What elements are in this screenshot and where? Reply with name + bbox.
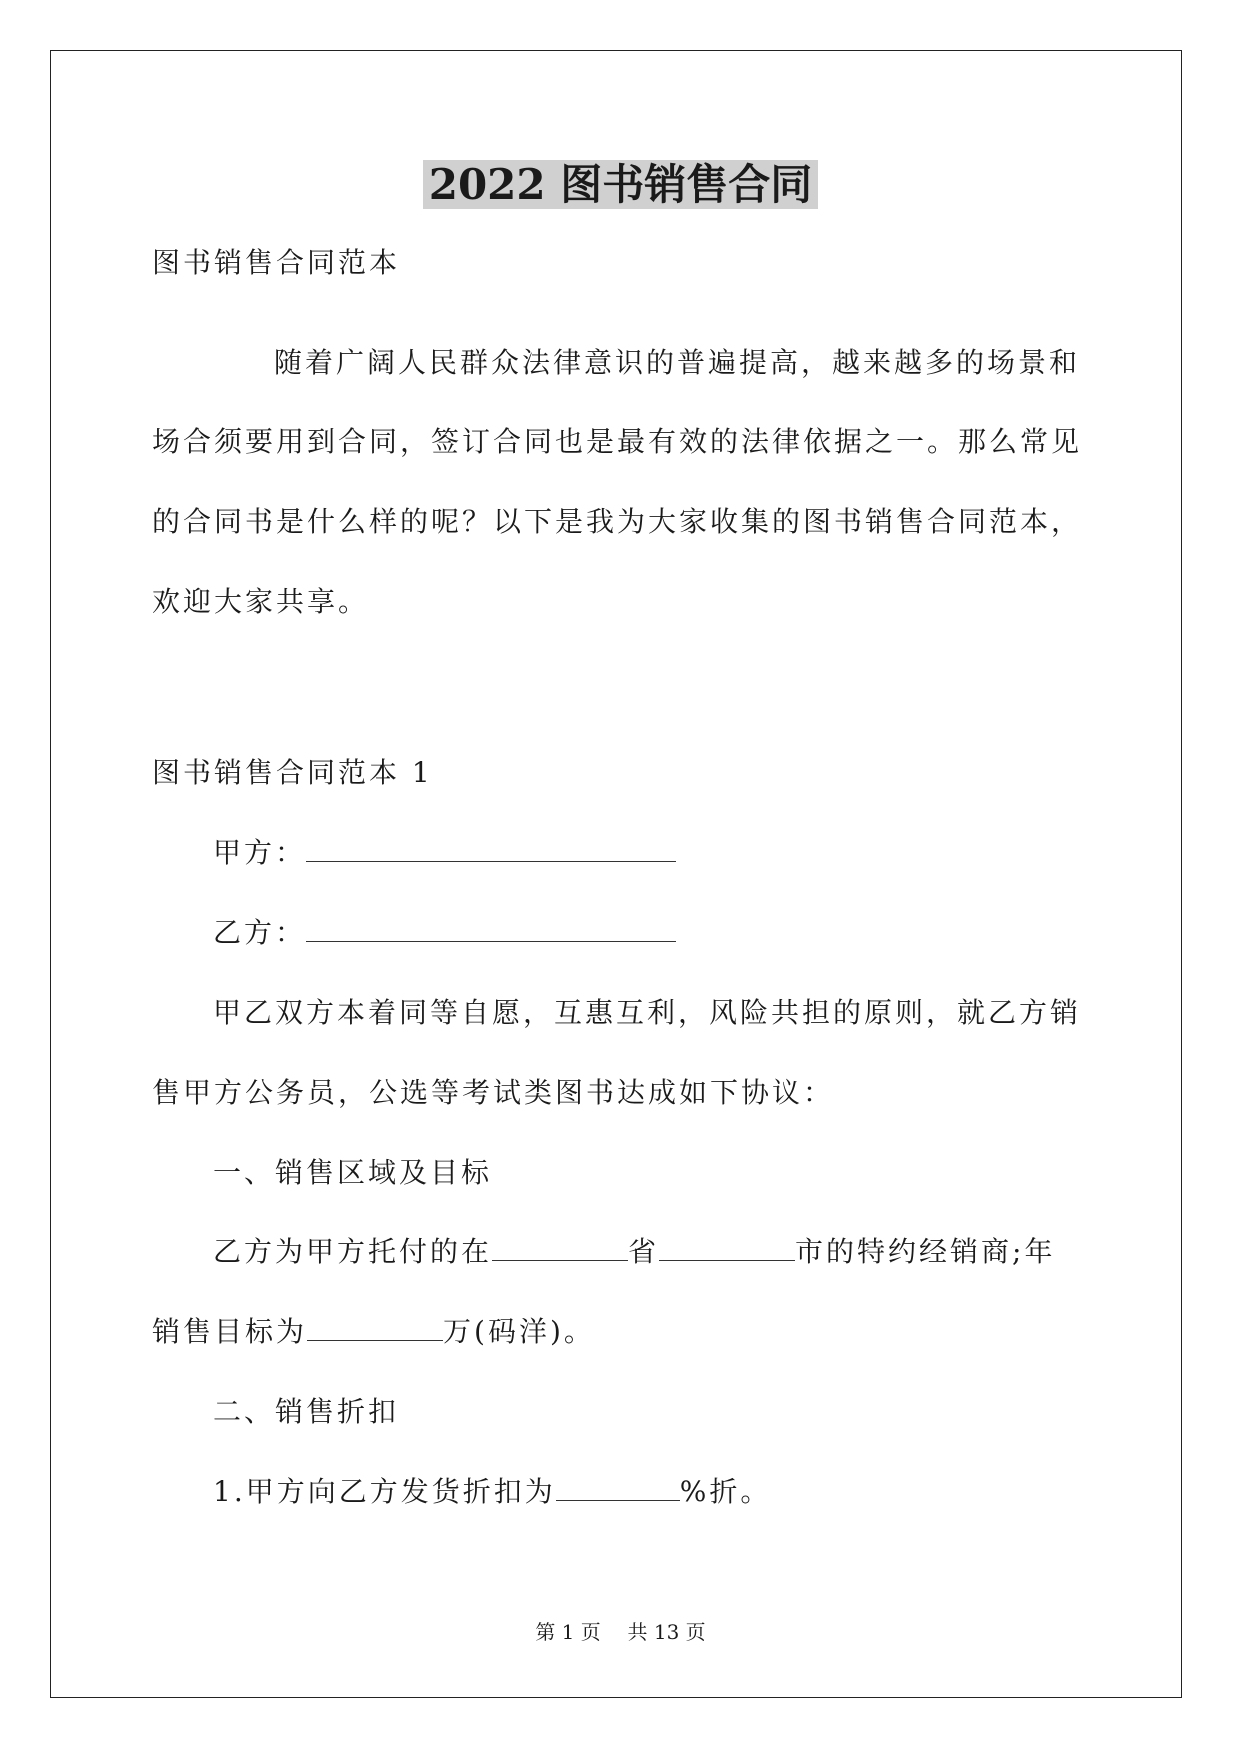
clause-2-item-1	[213, 1472, 771, 1512]
clause-1-line-1	[213, 1232, 1055, 1272]
clause-1-line-2	[152, 1312, 595, 1352]
clause-1-text-b: 省	[628, 1235, 660, 1268]
discount-blank	[556, 1474, 680, 1501]
clause-2-text-b: %折。	[679, 1475, 772, 1508]
clause-2-text-a: 1.甲方向乙方发货折扣为	[213, 1475, 556, 1508]
subtitle: 图书销售合同范本	[152, 246, 401, 279]
party-a-row	[213, 833, 676, 873]
page-footer	[0, 1618, 1241, 1646]
province-blank	[492, 1234, 628, 1261]
intro-line-2: 场合须要用到合同，签订合同也是最有效的法律依据之一。那么常见	[152, 425, 1083, 458]
sales-target-blank	[307, 1314, 443, 1341]
city-blank	[659, 1234, 795, 1261]
intro-line-1: 随着广阔人民群众法律意识的普遍提高，越来越多的场景和	[274, 346, 1081, 379]
agreement-line-2: 售甲方公务员，公选等考试类图书达成如下协议：	[152, 1076, 835, 1109]
intro-line-4: 欢迎大家共享。	[152, 585, 370, 618]
page-number: 第 1 页	[535, 1620, 601, 1644]
clause-1-text-c: 市的特约经销商;年	[795, 1235, 1056, 1268]
party-a-blank	[306, 835, 676, 862]
clause-1-heading: 一、销售区域及目标	[213, 1156, 493, 1189]
clause-2-heading: 二、销售折扣	[213, 1395, 400, 1428]
page-frame	[50, 50, 1182, 1698]
agreement-line-1: 甲乙双方本着同等自愿，互惠互利，风险共担的原则，就乙方销	[213, 996, 1082, 1029]
party-b-blank	[306, 915, 676, 942]
clause-1-text-a: 乙方为甲方托付的在	[213, 1235, 493, 1268]
title-text: 2022 图书销售合同	[423, 160, 819, 209]
intro-line-3: 的合同书是什么样的呢？以下是我为大家收集的图书销售合同范本，	[152, 505, 1083, 538]
section-heading: 图书销售合同范本 1	[152, 756, 433, 789]
clause-1-text-e: 万(码洋)。	[443, 1315, 595, 1348]
page-total: 共 13 页	[627, 1620, 706, 1644]
clause-1-text-d: 销售目标为	[152, 1315, 308, 1348]
party-b-row	[213, 913, 676, 953]
party-a-label: 甲方：	[213, 836, 307, 869]
document-title	[0, 155, 1241, 215]
party-b-label: 乙方：	[213, 916, 307, 949]
